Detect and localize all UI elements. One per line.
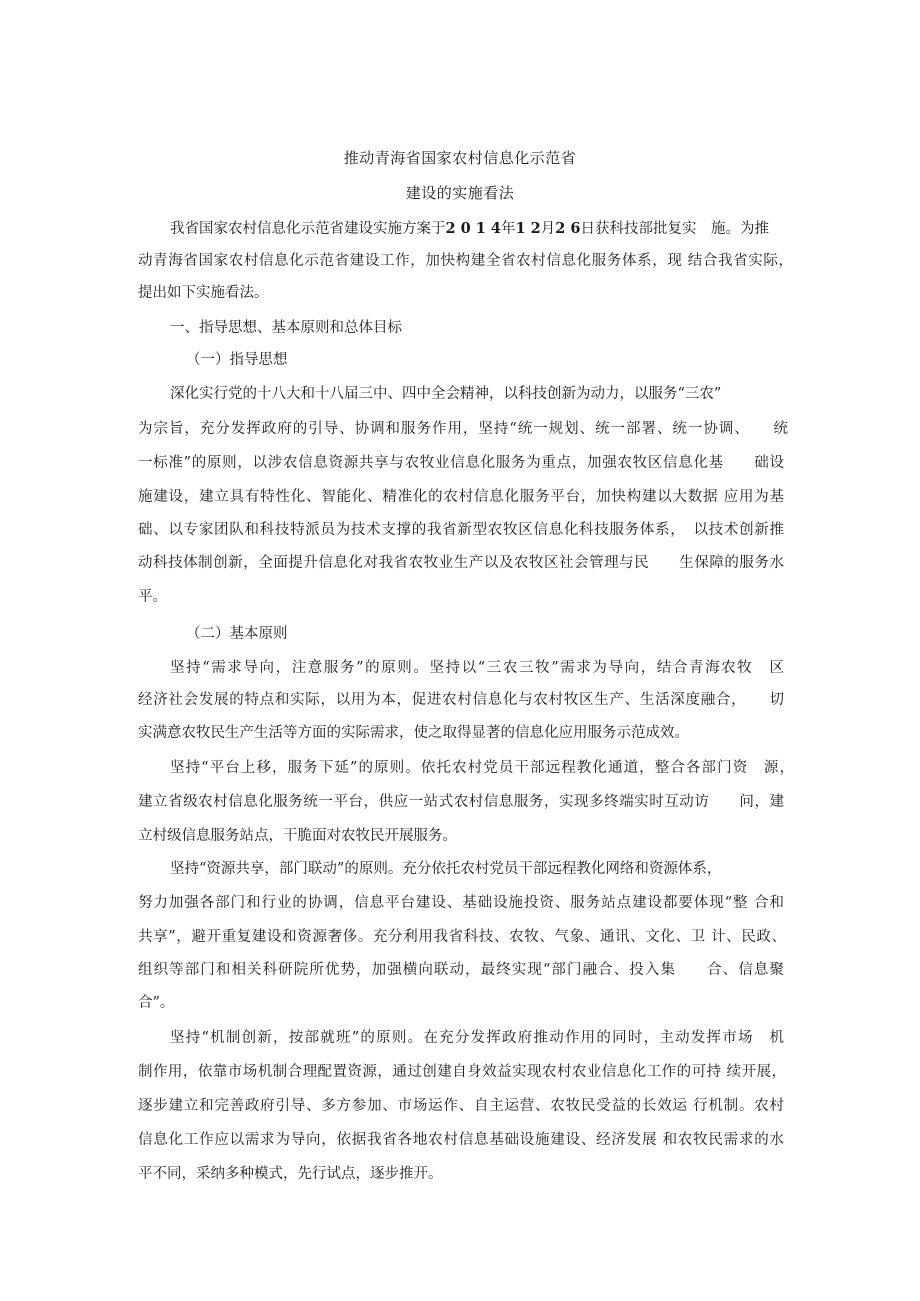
paragraph-2-line-5: 础、以专家团队和科技特派员为技术支撑的我省新型农牧区信息化科技服务体系， 以技术创新推 xyxy=(138,522,784,538)
paragraph-6-line-5: 平不同，采纳多种模式，先行试点，逐步推开。 xyxy=(138,1166,443,1182)
paragraph-5-line-1: 坚持“资源共享，部门联动”的原则。充分依托农村党员干部远程教化网络和资源体系， xyxy=(170,861,722,877)
paragraph-6-line-1: 坚持“机制创新，按部就班”的原则。在充分发挥政府推动作用的同时，主动发挥市场 机 xyxy=(170,1030,784,1046)
paragraph-4-line-3: 立村级信息服务站点，干脆面对农牧民开展服务。 xyxy=(138,828,457,844)
paragraph-1-year: 2 0 1 4 xyxy=(445,220,502,237)
paragraph-6-line-2: 制作用，依靠市场机制合理配置资源，通过创建自身效益实现农村农业信息化工作的可持 续开展， xyxy=(138,1064,786,1080)
paragraph-1-line-1 xyxy=(170,219,769,239)
paragraph-2-line-7: 平。 xyxy=(138,589,167,605)
paragraph-1-text-a: 我省国家农村信息化示范省建设实施方案于 xyxy=(170,221,446,237)
paragraph-1-text-month-unit: 月 xyxy=(540,221,556,237)
paragraph-3-line-3: 实满意农牧民生产生活等方面的实际需求，使之取得显著的信息化应用服务示范成效。 xyxy=(138,725,689,741)
paragraph-3-line-2: 经济社会发展的特点和实际，以用为本，促进农村信息化与农村牧区生产、生活深度融合， 切 xyxy=(138,692,784,708)
paragraph-5-line-4: 组织等部门和相关科研院所优势，加强横向联动，最终实现“部门融合、投入集 合、信息聚 xyxy=(138,962,784,978)
paragraph-3-line-1: 坚持“需求导向，注意服务”的原则。坚持以“三农三牧”需求为导向，结合青海农牧 区 xyxy=(170,660,784,676)
subsection-heading-basic-principles: （二）基本原则 xyxy=(186,626,288,642)
paragraph-1-text-year-unit: 年 xyxy=(501,221,516,237)
paragraph-6-line-3: 逐步建立和完善政府引导、多方参加、市场运作、自主运营、农牧民受益的长效运 行机制。农村 xyxy=(138,1098,784,1114)
paragraph-2-line-2: 为宗旨，充分发挥政府的引导、协调和服务作用，坚持“统一规划、统一部署、统一协调、 统 xyxy=(138,421,788,437)
paragraph-1-month: 1 2 xyxy=(515,220,541,237)
paragraph-5-line-3: 共享”，避开重复建设和资源奢侈。充分利用我省科技、农牧、气象、通讯、文化、卫 计、民政、 xyxy=(138,929,786,945)
document-title-line-1: 推动青海省国家农村信息化示范省 xyxy=(343,149,577,167)
paragraph-1-text-b: 日获科技部批复实 施。为推 xyxy=(580,221,769,237)
subsection-heading-guiding-thought: （一）指导思想 xyxy=(186,352,288,368)
paragraph-2-line-4: 施建设，建立具有特性化、智能化、精准化的农村信息化服务平台，加快构建以大数据 应用为基 xyxy=(138,489,784,505)
paragraph-6-line-4: 信息化工作应以需求为导向，依据我省各地农村信息基础设施建设、经济发展 和农牧民需求的水 xyxy=(138,1132,784,1148)
paragraph-5-line-2: 努力加强各部门和行业的协调，信息平台建设、基础设施投资、服务站点建设都要体现“整 合和 xyxy=(138,895,784,911)
paragraph-2-line-3: 一标准”的原则，以涉农信息资源共享与农牧业信息化服务为重点，加强农牧区信息化基 础设 xyxy=(138,455,784,471)
paragraph-4-line-1: 坚持“平台上移，服务下延”的原则。依托农村党员干部远程教化通道，整合各部门资 源， xyxy=(170,760,794,776)
paragraph-2-line-1: 深化实行党的十八大和十八届三中、四中全会精神，以科技创新为动力，以服务“三农” xyxy=(170,386,722,402)
paragraph-5-line-5: 合”。 xyxy=(138,995,175,1011)
document-title-line-2: 建设的实施看法 xyxy=(405,184,515,202)
paragraph-2-line-6: 动科技体制创新，全面提升信息化对我省农牧业生产以及农牧区社会管理与民 生保障的服务水 xyxy=(138,555,784,571)
paragraph-4-line-2: 建立省级农村信息化服务统一平台，供应一站式农村信息服务，实现多终端实时互动访 问，建 xyxy=(138,794,784,810)
paragraph-1-day: 2 6 xyxy=(555,220,581,237)
section-heading-1: 一、指导思想、基本原则和总体目标 xyxy=(170,320,402,336)
paragraph-1-line-2: 动青海省国家农村信息化示范省建设工作，加快构建全省农村信息化服务体系，现 结合我省实际， xyxy=(138,253,793,269)
paragraph-1-line-3: 提出如下实施看法。 xyxy=(138,285,269,301)
